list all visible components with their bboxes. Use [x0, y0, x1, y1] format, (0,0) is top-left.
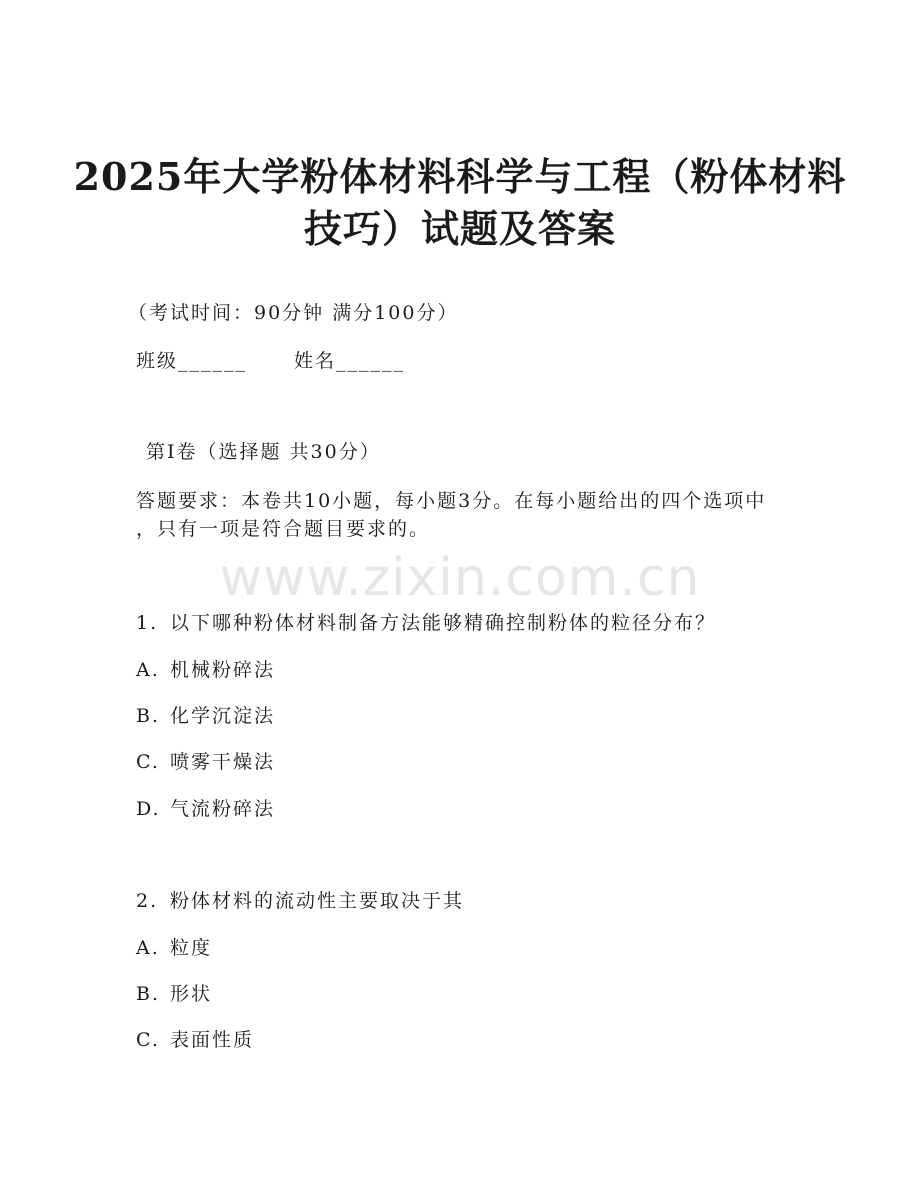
option-letter: A. [136, 659, 160, 681]
question-number: 1. [136, 612, 159, 634]
section-heading: 第I卷（选择题 共30分） [146, 441, 381, 463]
doc-title-line-2: 技巧）试题及答案 [303, 206, 616, 251]
name-field: 姓名______ [294, 350, 406, 372]
option-letter: D. [136, 798, 161, 820]
question-text: 以下哪种粉体材料制备方法能够精确控制粉体的粒径分布？ [170, 612, 717, 634]
option-text: 机械粉碎法 [170, 659, 276, 681]
section-instruction-line-2: ，只有一项是符合题目要求的。 [136, 518, 431, 540]
option-text: 喷雾干燥法 [170, 751, 276, 773]
exam-info: （考试时间：90分钟 满分100分） [128, 302, 459, 324]
question-2-option-b [136, 985, 212, 1004]
question-number: 2. [136, 890, 159, 912]
watermark: www.zixin.com.cn [219, 548, 701, 608]
section-instruction-line-1: 答题要求：本卷共10小题，每小题3分。在每小题给出的四个选项中 [136, 490, 767, 512]
doc-title-line-1: 2025年大学粉体材料科学与工程（粉体材料 [73, 154, 847, 199]
question-2-option-a [136, 939, 212, 958]
question-1-option-a [136, 661, 275, 680]
option-text: 化学沉淀法 [170, 705, 276, 727]
option-letter: B. [136, 983, 161, 1005]
question-1-option-c [136, 753, 275, 772]
option-letter: B. [136, 705, 161, 727]
option-letter: C. [136, 751, 160, 773]
class-field: 班级______ [136, 350, 248, 372]
question-1-option-b [136, 707, 275, 726]
option-letter: C. [136, 1029, 160, 1051]
option-letter: A. [136, 937, 160, 959]
option-text: 表面性质 [170, 1029, 255, 1051]
option-text: 形状 [170, 983, 213, 1005]
option-text: 气流粉碎法 [170, 798, 276, 820]
option-text: 粒度 [170, 937, 213, 959]
question-2-option-c [136, 1031, 254, 1050]
question-1-option-d [136, 800, 275, 819]
question-text: 粉体材料的流动性主要取决于其 [170, 890, 465, 912]
question-1-stem [136, 614, 716, 633]
question-2-stem [136, 892, 464, 911]
